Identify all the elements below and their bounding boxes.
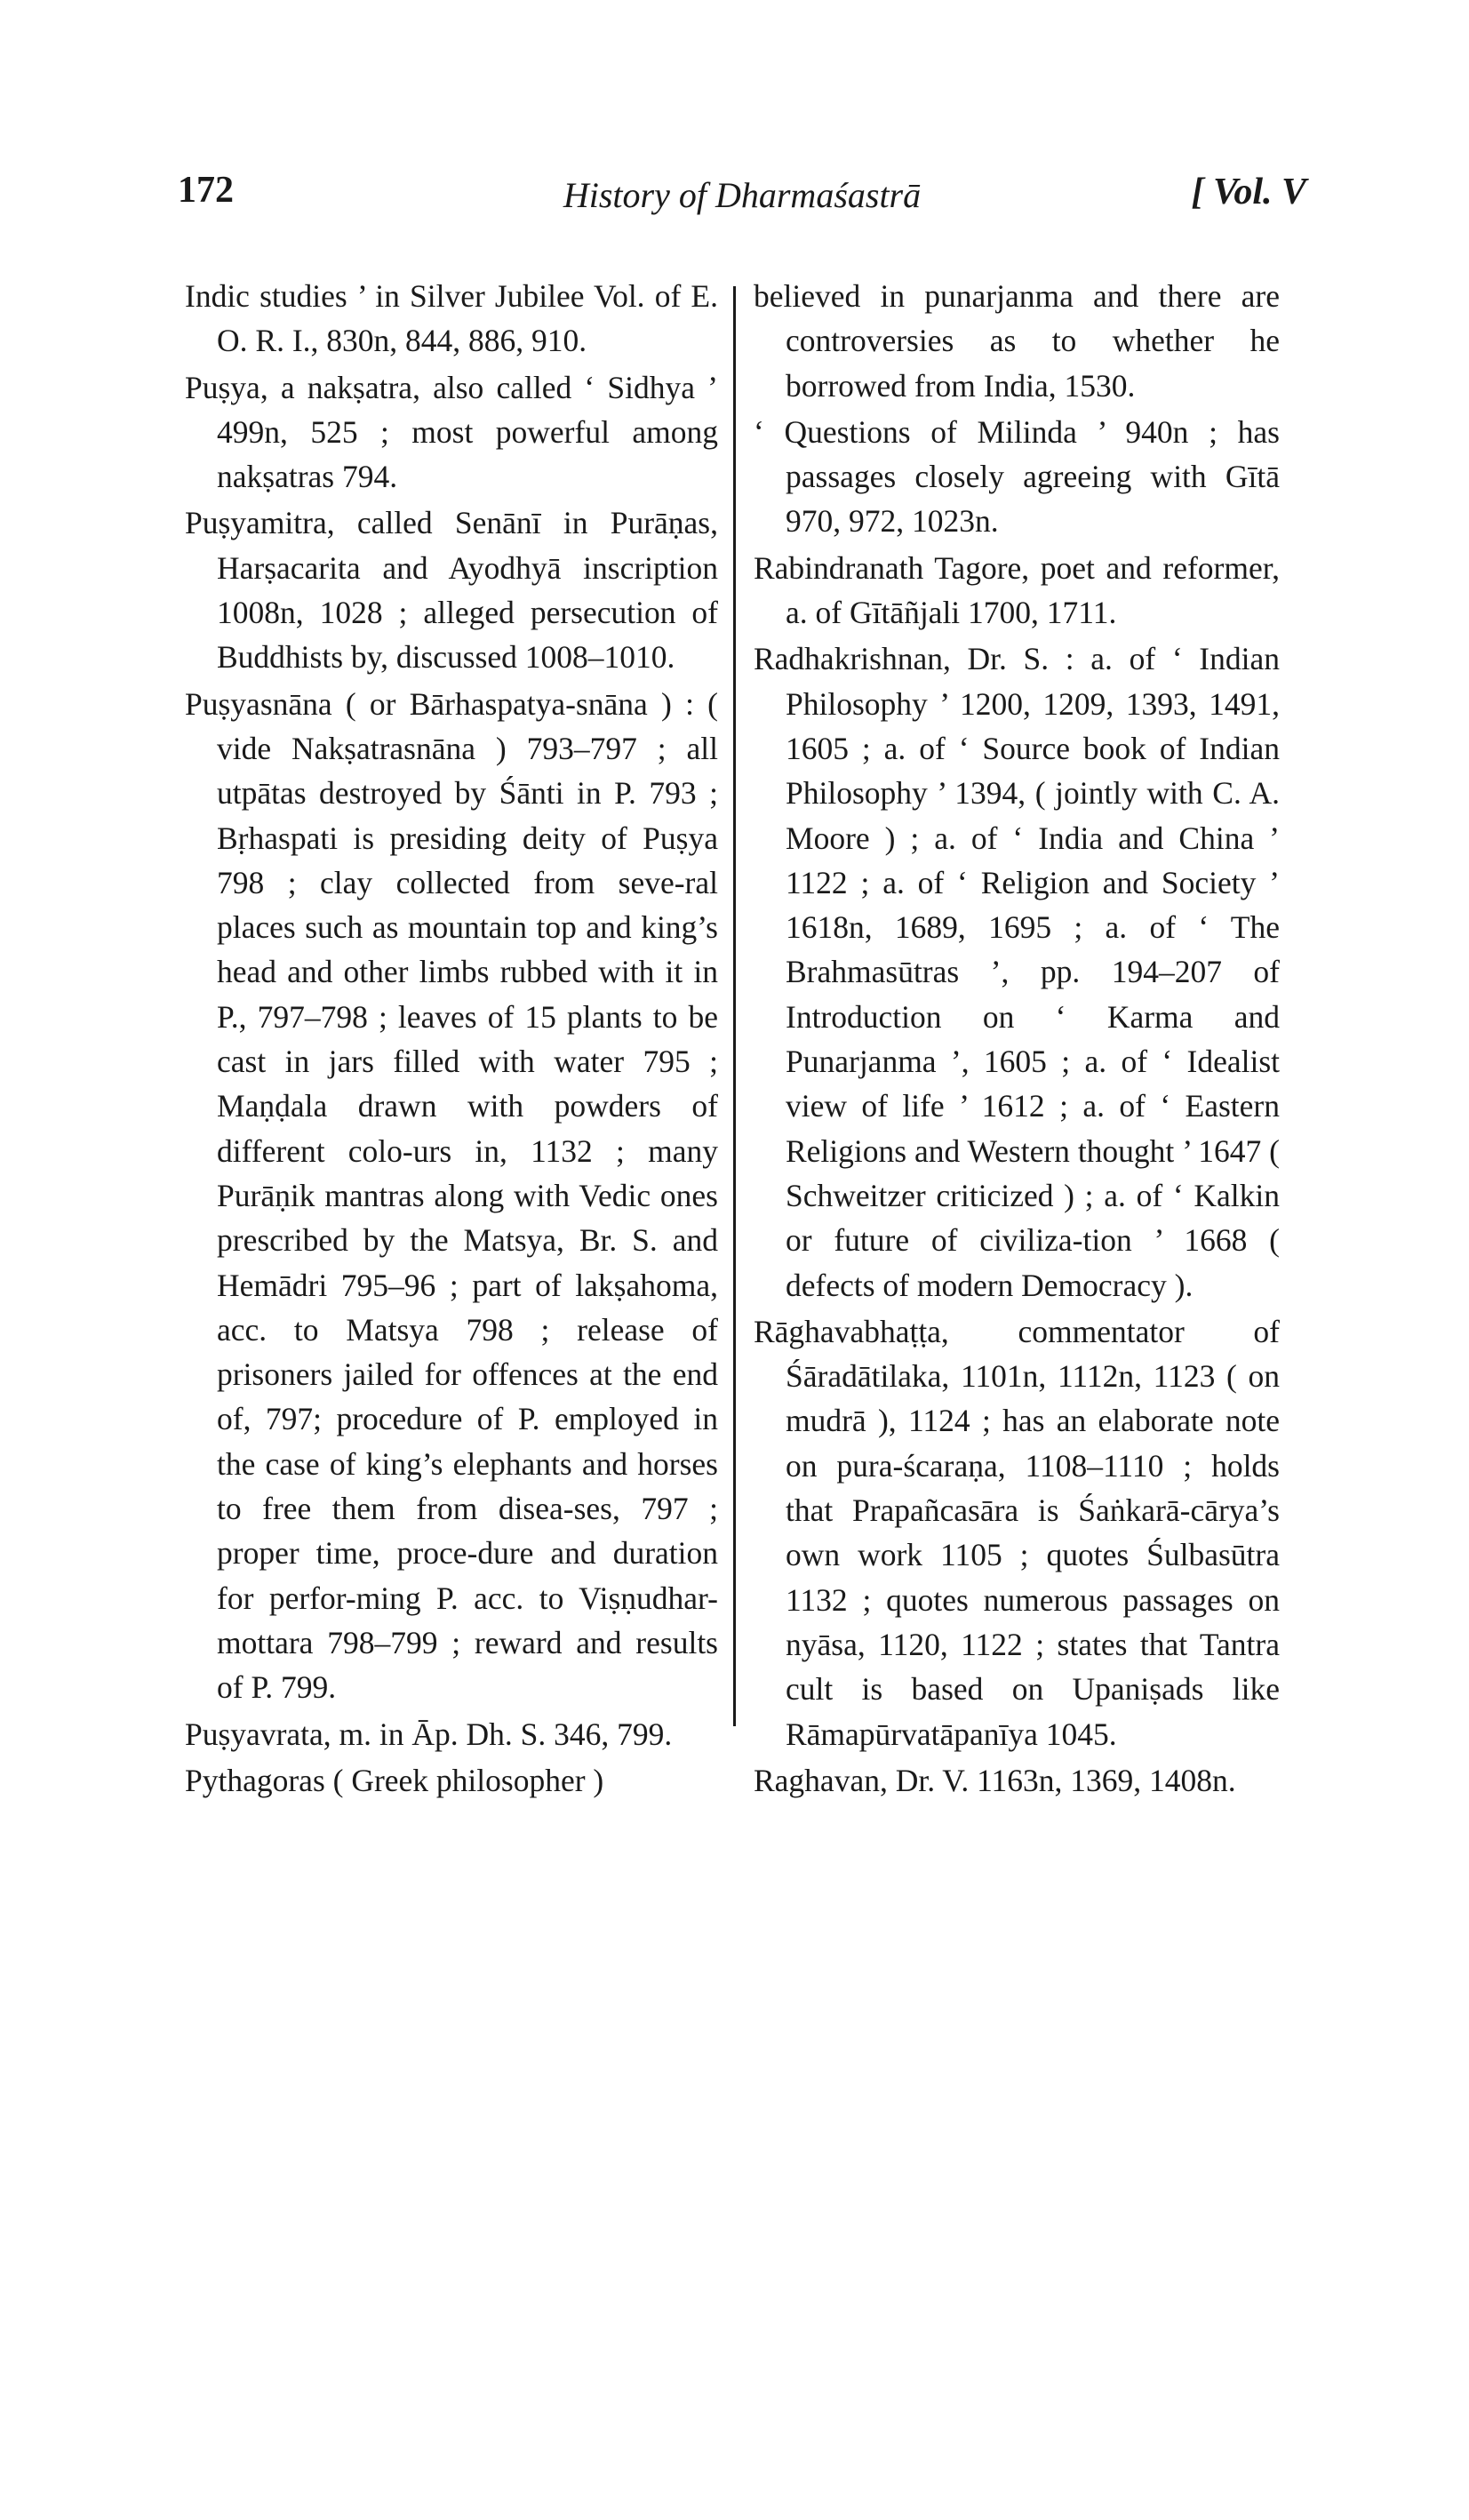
running-head [178,169,1306,231]
book-title: History of Dharmaśastrā [563,175,922,215]
column-divider [733,286,736,1726]
index-entry: Pythagoras ( Greek philosopher ) [185,1762,604,1798]
index-column-left [185,274,718,1803]
index-entry: ‘ Questions of Milinda ’ 940n ; has passages closely agreeing with Gītā 970, 972, 1023n. [754,413,1280,540]
index-entry: Puṣyavrata, m. in Āp. Dh. S. 346, 799. [185,1716,673,1752]
index-entry: Raghavan, Dr. V. 1163n, 1369, 1408n. [754,1762,1236,1798]
index-entry: Indic studies ’ in Silver Jubilee Vol. of E. O. R. I., 830n, 844, 886, 910. [185,278,718,359]
index-column-right [754,274,1280,1803]
index-entry: believed in punarjanma and there are controversies as to whether he borrowed from India, 1530. [754,278,1280,404]
index-entry: Puṣyasnāna ( or Bārhaspatya-snāna ) : ( vide Nakṣatrasnāna ) 793–797 ; all utpātas destroyed by Śānti in P. 793 ; Bṛhaspati is presiding deity of Puṣya 798 ; clay collected from seve-ral places such as mountain top and king’s head and other limbs rubbed with it in P., 797–798 ; leaves of 15 plants to be cast in jars filled with water 795 ; Maṇḍala drawn with powders of different colo-urs in, 1132 ; many Purāṇik mantras along with Vedic ones prescribed by the Matsya, Br. S. and Hemādri 795–96 ; part of lakṣahoma, acc. to Matsya 798 ; release of prisoners jailed for offences at the end of, 797; procedure of P. employed in the case of king’s elephants and horses to free them from disea-ses, 797 ; proper time, proce-dure and duration for perfor-ming P. acc. to Viṣṇudhar-mottara 798–799 ; reward and results of P. 799. [185,685,718,1706]
page-number: 172 [178,170,234,211]
index-entry: Radhakrishnan, Dr. S. : a. of ‘ Indian Philosophy ’ 1200, 1209, 1393, 1491, 1605 ; a. of ‘ Source book of Indian Philosophy ’ 1394, ( jointly with C. A. Moore ) ; a. of ‘ India and China ’ 1122 ; a. of ‘ Religion and Society ’ 1618n, 1689, 1695 ; a. of ‘ The Brahmasūtras ’, pp. 194–207 of Introduction on ‘ Karma and Punarjanma ’, 1605 ; a. of ‘ Idealist view of life ’ 1612 ; a. of ‘ Eastern Religions and Western thought ’ 1647 ( Schweitzer criticized ) ; a. of ‘ Kalkin or future of civiliza-tion ’ 1668 ( defects of modern Democracy ). [754,641,1280,1303]
index-entry: Puṣya, a nakṣatra, also called ‘ Sidhya ’ 499n, 525 ; most powerful among nakṣatras 794. [185,369,718,495]
index-entry: Rabindranath Tagore, poet and reformer, a. of Gītāñjali 1700, 1711. [754,549,1280,631]
volume-label: [ Vol. V [1191,172,1306,212]
index-entry: Rāghavabhaṭṭa, commentator of Śāradātilaka, 1101n, 1112n, 1123 ( on mudrā ), 1124 ; has an elaborate note on pura-ścaraṇa, 1108–1110 ; holds that Prapañcasāra is Śaṅkarā-cārya’s own work 1105 ; quotes Śulbasūtra 1132 ; quotes numerous passages on nyāsa, 1120, 1122 ; states that Tantra cult is based on Upaniṣads like Rāmapūrvatāpanīya 1045. [754,1313,1280,1752]
index-entry: Puṣyamitra, called Senānī in Purāṇas, Harṣacarita and Ayodhyā inscription 1008n, 1028 ; alleged persecution of Buddhists by, discussed 1008–1010. [185,505,718,676]
